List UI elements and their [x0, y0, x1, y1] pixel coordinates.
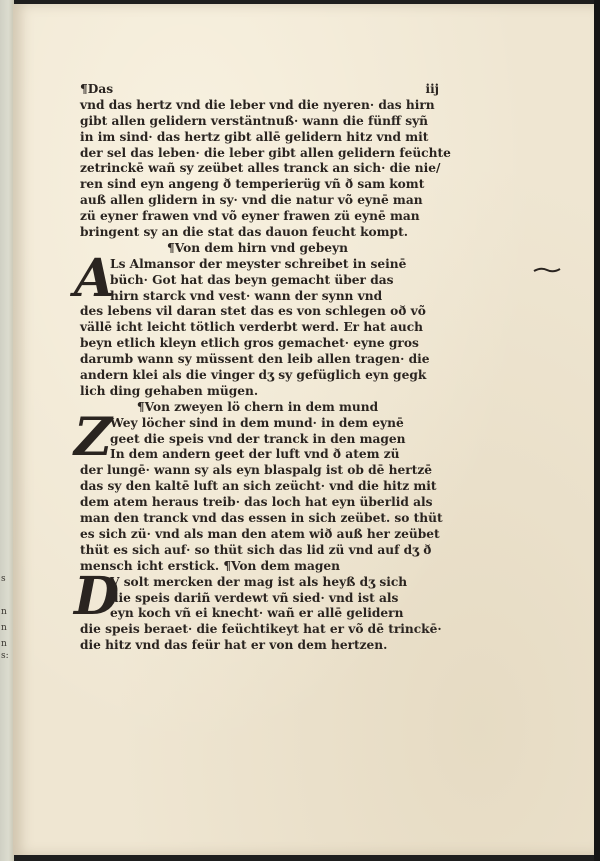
ink-mark [533, 266, 561, 274]
text-line: geet die speis vnd der tranck in den magen [110, 431, 406, 446]
text-line: auß allen glidern in sy· vnd die natur võ eynē man [80, 193, 423, 208]
text-line: darumb wann sy müssent den leib allen tragen· die [80, 352, 430, 367]
section-heading: ¶Von dem hirn vnd gebeyn [167, 240, 348, 255]
text-line: büch· Got hat das beyn gemacht über das [110, 272, 394, 287]
text-line: des lebens vil daran stet das es von schlegen oð võ [80, 304, 426, 319]
text-line: zü eyner frawen vnd võ eyner frawen zü eynē man [80, 209, 420, 224]
adjacent-page-edge [0, 0, 14, 861]
drop-capital: A [74, 247, 115, 309]
scan-border [594, 0, 600, 861]
text-line: Ls Almansor der meyster schreibet in seinē [110, 256, 407, 271]
text-line: V solt mercken der mag ist als heyß dʒ sich [110, 574, 408, 589]
text-line: lich ding gehaben mügen. [80, 383, 259, 398]
folio-number: iij [425, 82, 439, 96]
drop-capital: Z [74, 406, 112, 468]
text-line: In dem andern geet der luft vnd ð atem zü [110, 447, 400, 462]
edge-fragment: n [1, 623, 7, 633]
running-head: ¶Das [80, 82, 114, 96]
text-line: der lungē· wann sy als eyn blaspalg ist ob dē hertzē [80, 463, 433, 478]
text-line: eyn koch vñ ei knecht· wañ er allē gelidern [110, 606, 404, 621]
text-line: beyn etlich kleyn etlich gros gemachet· eyne gros [80, 336, 419, 351]
text-line: dem atem heraus treib· das loch hat eyn überlid als [80, 495, 433, 510]
text-line: thüt es sich auf· so thüt sich das lid zü vnd auf dʒ ð [80, 542, 432, 557]
text-line: zetrinckē wañ sy zeübet alles tranck an sich· die nie/ [80, 161, 441, 176]
text-line: bringent sy an die stat das dauon feucht kompt. [80, 225, 408, 240]
text-line: der sel das leben· die leber gibt allen gelidern feüchte [80, 145, 451, 160]
text-line: ren sind eyn angeng ð temperierüg vñ ð sam komt [80, 177, 425, 192]
text-line: die speis dariñ verdewt vñ sied· vnd ist als [110, 590, 399, 605]
text-line: in im sind· das hertz gibt allē gelidern hitz vnd mit [80, 129, 429, 144]
text-line: das sy den kaltē luft an sich zeücht· vnd die hitz mit [80, 479, 437, 494]
text-line: die hitz vnd das feür hat er von dem hertzen. [80, 638, 388, 653]
edge-fragment: s: [1, 651, 9, 661]
text-line: mensch icht erstick. ¶Von dem magen [80, 558, 340, 573]
text-line: man den tranck vnd das essen in sich zeübet. so thüt [80, 511, 443, 526]
text-line: gibt allen gelidern verstäntnuß· wann die fünff syñ [80, 113, 429, 128]
edge-fragment: s [1, 574, 6, 584]
text-line: hirn starck vnd vest· wann der synn vnd [110, 288, 383, 303]
text-line [80, 82, 439, 98]
text-line: es sich zü· vnd als man den atem wið auß her zeübet [80, 526, 440, 541]
text-line: vällē icht leicht tötlich verderbt werd. Er hat auch [80, 320, 424, 335]
text-line: andern klei als die vinger dʒ sy gefüglich eyn gegk [80, 368, 427, 383]
edge-fragment: n [1, 607, 7, 617]
text-line: vnd das hertz vnd die leber vnd die nyeren· das hirn [80, 97, 435, 112]
text-line: Wey löcher sind in dem mund· in dem eynē [110, 415, 404, 430]
edge-fragment: n [1, 639, 7, 649]
drop-capital: D [74, 565, 120, 627]
text-line: die speis beraet· die feüchtikeyt hat er võ dē trinckē· [80, 622, 442, 637]
text-block [74, 82, 451, 654]
section-heading: ¶Von zweyen lö chern in dem mund [136, 399, 379, 414]
